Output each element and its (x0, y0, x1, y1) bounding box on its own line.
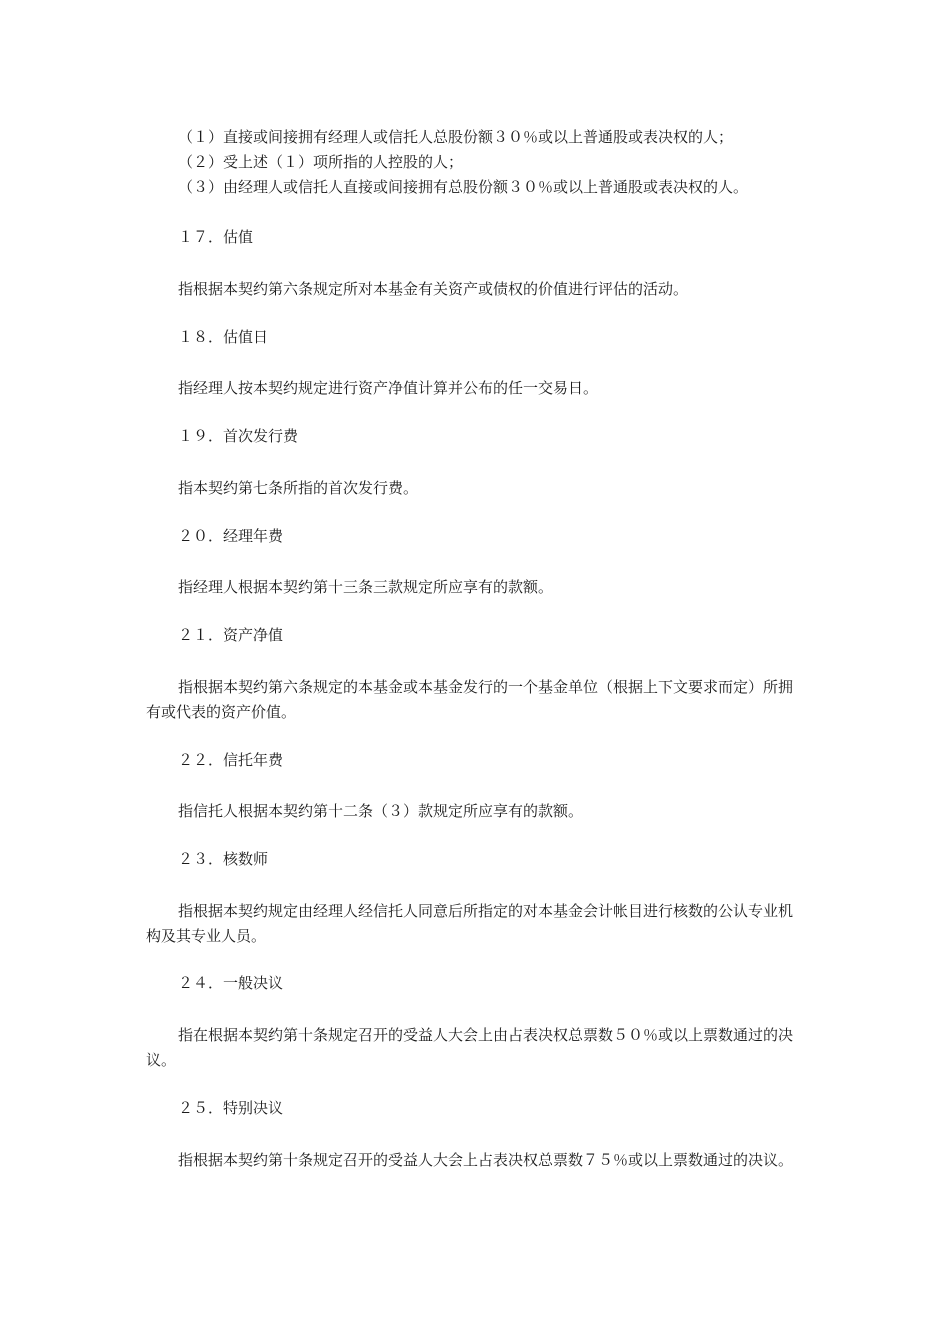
section-body-18: 指经理人按本契约规定进行资产净值计算并公布的任一交易日。 (178, 379, 599, 397)
section-body-22: 指信托人根据本契约第十二条（３）款规定所应享有的款额。 (178, 802, 584, 820)
section-body-19: 指本契约第七条所指的首次发行费。 (178, 479, 419, 497)
section-body-25: 指根据本契约第十条规定召开的受益人大会上占表决权总票数７５％或以上票数通过的决议。 (178, 1151, 794, 1169)
clause-item-3: （３）由经理人或信托人直接或间接拥有总股份额３０％或以上普通股或表决权的人。 (178, 178, 749, 196)
section-heading-24: ２４．一般决议 (178, 974, 284, 992)
clause-item-2: （２）受上述（１）项所指的人控股的人； (178, 153, 464, 171)
section-body-24: 指在根据本契约第十条规定召开的受益人大会上由占表决权总票数５０％或以上票数通过的决议。 (146, 1026, 794, 1069)
section-heading-22: ２２．信托年费 (178, 751, 284, 769)
section-body-17: 指根据本契约第六条规定所对本基金有关资产或债权的价值进行评估的活动。 (178, 280, 689, 298)
section-body-23: 指根据本契约规定由经理人经信托人同意后所指定的对本基金会计帐目进行核数的公认专业机构及其专业人员。 (146, 902, 794, 945)
section-heading-25: ２５．特别决议 (178, 1099, 284, 1117)
section-heading-20: ２０．经理年费 (178, 527, 284, 545)
section-heading-19: １９．首次发行费 (178, 427, 299, 445)
section-heading-17: １７．估值 (178, 228, 254, 246)
section-body-21: 指根据本契约第六条规定的本基金或本基金发行的一个基金单位（根据上下文要求而定）所拥有或代表的资产价值。 (146, 678, 794, 721)
section-body-20: 指经理人根据本契约第十三条三款规定所应享有的款额。 (178, 578, 554, 596)
section-heading-23: ２３．核数师 (178, 850, 269, 868)
clause-item-1: （１）直接或间接拥有经理人或信托人总股份额３０％或以上普通股或表决权的人； (178, 128, 734, 146)
section-heading-21: ２１．资产净值 (178, 626, 284, 644)
section-heading-18: １８．估值日 (178, 328, 269, 346)
